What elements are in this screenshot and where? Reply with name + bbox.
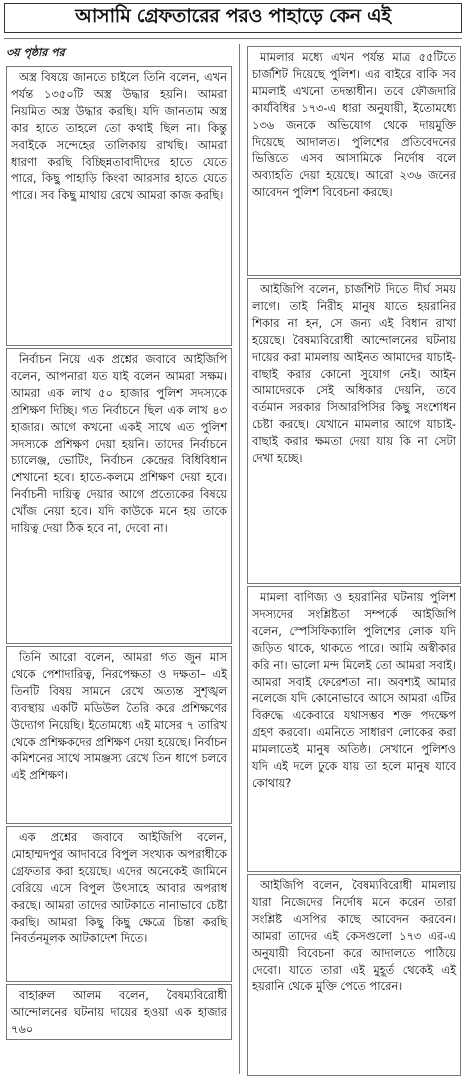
article-paragraph: নির্বাচন নিয়ে এক প্রশ্নের জবাবে আইজিপি বলেন, আপনারা যত যাই বলেন আমরা সক্ষম। আমরা এক লাখ ৫০ হাজার পুলিশ সদস্যকে প্রশিক্ষণ দিচ্ছি। গত নির্বাচনে ছিল এক লাখ ৪৩ হাজার। আগে কখনো একই সাথে এত পুলিশ সদস্যকে প্রশিক্ষণ দেয়া হয়নি। তাদের নির্বাচনে চ্যালেঞ্জ, ভোটিং, নির্বাচন কেন্দ্রের বিধিবিধান শেখানো হবে। হাতে-কলমে প্রশিক্ষণ দেয়া হবে। নির্বাচনী দায়িত্ব দেয়ার আগে প্রত্যেকের বিষয়ে খোঁজ নেয়া হবে। যদি কাউকে মনে হয় তাকে দায়িত্ব দেয়া ঠিক হবে না, দেবো না। xyxy=(11,352,227,536)
article-box xyxy=(247,46,461,276)
article-box xyxy=(6,66,232,346)
right-column xyxy=(247,44,461,1078)
headline: আসামি গ্রেফতারের পরও পাহাড়ে কেন এই xyxy=(75,5,391,27)
continued-from-label: ৩য় পৃষ্ঠার পর xyxy=(6,46,65,59)
article-paragraph: মামলা বাণিজ্য ও হয়রানির ঘটনায় পুলিশ সদস্যদের সংশ্লিষ্টতা সম্পর্কে আইজিপি বলেন, স্পেসিফিক্যালি পুলিশের লোক যদি জড়িত থাকে, থাকতে পারে। আমি অস্বীকার করি না। ভালো মন্দ মিলেই তো আমরা সবাই। আমরা সবাই ফেরেশতা না। অবশ্যই আমার নলেজে যদি কোনোভাবে আসে আমরা এটির বিরুদ্ধে একেবারে যথাসম্ভব শক্ত পদক্ষেপ গ্রহণ করবো। এমনিতে সাধারণ লোকের করা মামলাতেই মানুষ অতিষ্ঠ। সেখানে পুলিশও যদি এই দলে ঢুকে যায় তা হলে মানুষ যাবে কোথায়? xyxy=(252,590,456,790)
column-divider xyxy=(239,44,240,1074)
article-box xyxy=(247,874,461,1076)
article-paragraph: বাহারুল আলম বলেন, বৈষম্যবিরোধী আন্দোলনের ঘটনায় দায়ের হওয়া এক হাজার ৭৬০ xyxy=(11,988,227,1036)
headline-box xyxy=(4,3,462,33)
article-paragraph: মামলার মধ্যে এখন পর্যন্ত মাত্র ৫৫টিতে চার্জশিট দিয়েছে পুলিশ। এর বাইরে বাকি সব মামলাই এখনো তদন্তাধীন। তবে ফৌজদারি কার্যবিধির ১৭৩-এ ধারা অনুযায়ী, ইতোমধ্যে ১৩৬ জনকে অভিযোগ থেকে দায়মুক্তি দিয়েছে আদালত। পুলিশের প্রতিবেদনের ভিত্তিতে এসব আসামিকে নির্দোষ বলে অব্যাহতি দেয়া হয়েছে। আরো ২৩৬ জনের আবেদন পুলিশ বিবেচনা করছে। xyxy=(252,50,456,200)
article-box xyxy=(6,984,232,1040)
top-rule xyxy=(4,38,462,39)
article-paragraph: আইজিপি বলেন, চার্জশিট দিতে দীর্ঘ সময় লাগে। তাই নিরীহ মানুষ যাতে হয়রানির শিকার না হন, সে জন্য এই বিধান রাখা হয়েছে। বৈষম্যবিরোধী আন্দোলনের ঘটনায় দায়ের করা মামলায় আইনত আমাদের যাচাই-বাছাই করার কোনো সুযোগ নেই। আইন আমাদেরকে সেই অধিকার দেয়নি, তবে বর্তমান সরকার সিআরপিসির কিছু সংশোধন চেষ্টা করছে। যেখানে মামলার আগে যাচাই-বাছাই করার ক্ষমতা দেয়া যায় কি না সেটা দেখা হচ্ছে। xyxy=(252,282,456,466)
article-box xyxy=(6,348,232,644)
article-box xyxy=(6,646,232,824)
article-paragraph: অস্ত্র বিষয়ে জানতে চাইলে তিনি বলেন, এখন পর্যন্ত ১৩৫০টি অস্ত্র উদ্ধার হয়নি। আমরা নিয়মিত অস্ত্র উদ্ধার করছি। যদি জানতাম অস্ত্র কার হাতে তাহলে তো কথাই ছিল না। কিন্তু সবাইকে সন্দেহের তালিকায় রাখছি। আমরা ধারণা করছি বিচ্ছিন্নতাবাদীদের হাতে যেতে পারে, কিছু পাহাড়ি কিংবা আরসার হাতে যেতে পারে। সব কিছু মাথায় রেখে আমরা কাজ করছি। xyxy=(11,70,227,203)
article-box xyxy=(6,826,232,982)
left-column xyxy=(6,44,232,1042)
article-box xyxy=(247,278,461,584)
article-box xyxy=(247,586,461,872)
article-paragraph: তিনি আরো বলেন, আমরা গত জুন মাস থেকে পেশাদারিত্ব, নিরপেক্ষতা ও দক্ষতা– এই তিনটি বিষয় সামনে রেখে অত্যন্ত সুশৃঙ্খল ব্যবস্থায় একটি মডিউল তৈরি করে প্রশিক্ষণের উদ্যোগ নিয়েছি। ইতোমধ্যে এই মাসের ৭ তারিখ থেকে প্রশিক্ষকদের প্রশিক্ষণ দেয়া হয়েছে। নির্বাচন কমিশনের সাথে সামঞ্জস্য রেখে তিন ধাপে চলবে এই প্রশিক্ষণ। xyxy=(11,650,227,783)
article-paragraph: এক প্রশ্নের জবাবে আইজিপি বলেন, মোহাম্মদপুর আদাবরে বিপুল সংখ্যক অপরাধীকে গ্রেফতার করা হয়েছে। এদের অনেকেই জামিনে বেরিয়ে এসে বিপুল উৎসাহে আবার অপরাধ করছে। আমরা তাদের আটকাতে নানাভাবে চেষ্টা করছি। আমরা কিছু কিছু ক্ষেত্রে চিন্তা করছি নিবর্তনমূলক আটকাদেশ দিতে। xyxy=(11,830,227,946)
article-paragraph: আইজিপি বলেন, বৈষম্যবিরোধী মামলায় যারা নিজেদের নির্দোষ মনে করেন তারা সংশ্লিষ্ট এসপির কাছে আবেদন করবেন। আমরা তাদের এই কেসগুলো ১৭৩ এর-এ অনুযায়ী বিবেচনা করে আদালতে পাঠিয়ে দেবো। যাতে তারা এই মুহূর্ত থেকেই এই হয়রানি থেকে মুক্তি পেতে পারেন। xyxy=(252,878,456,994)
